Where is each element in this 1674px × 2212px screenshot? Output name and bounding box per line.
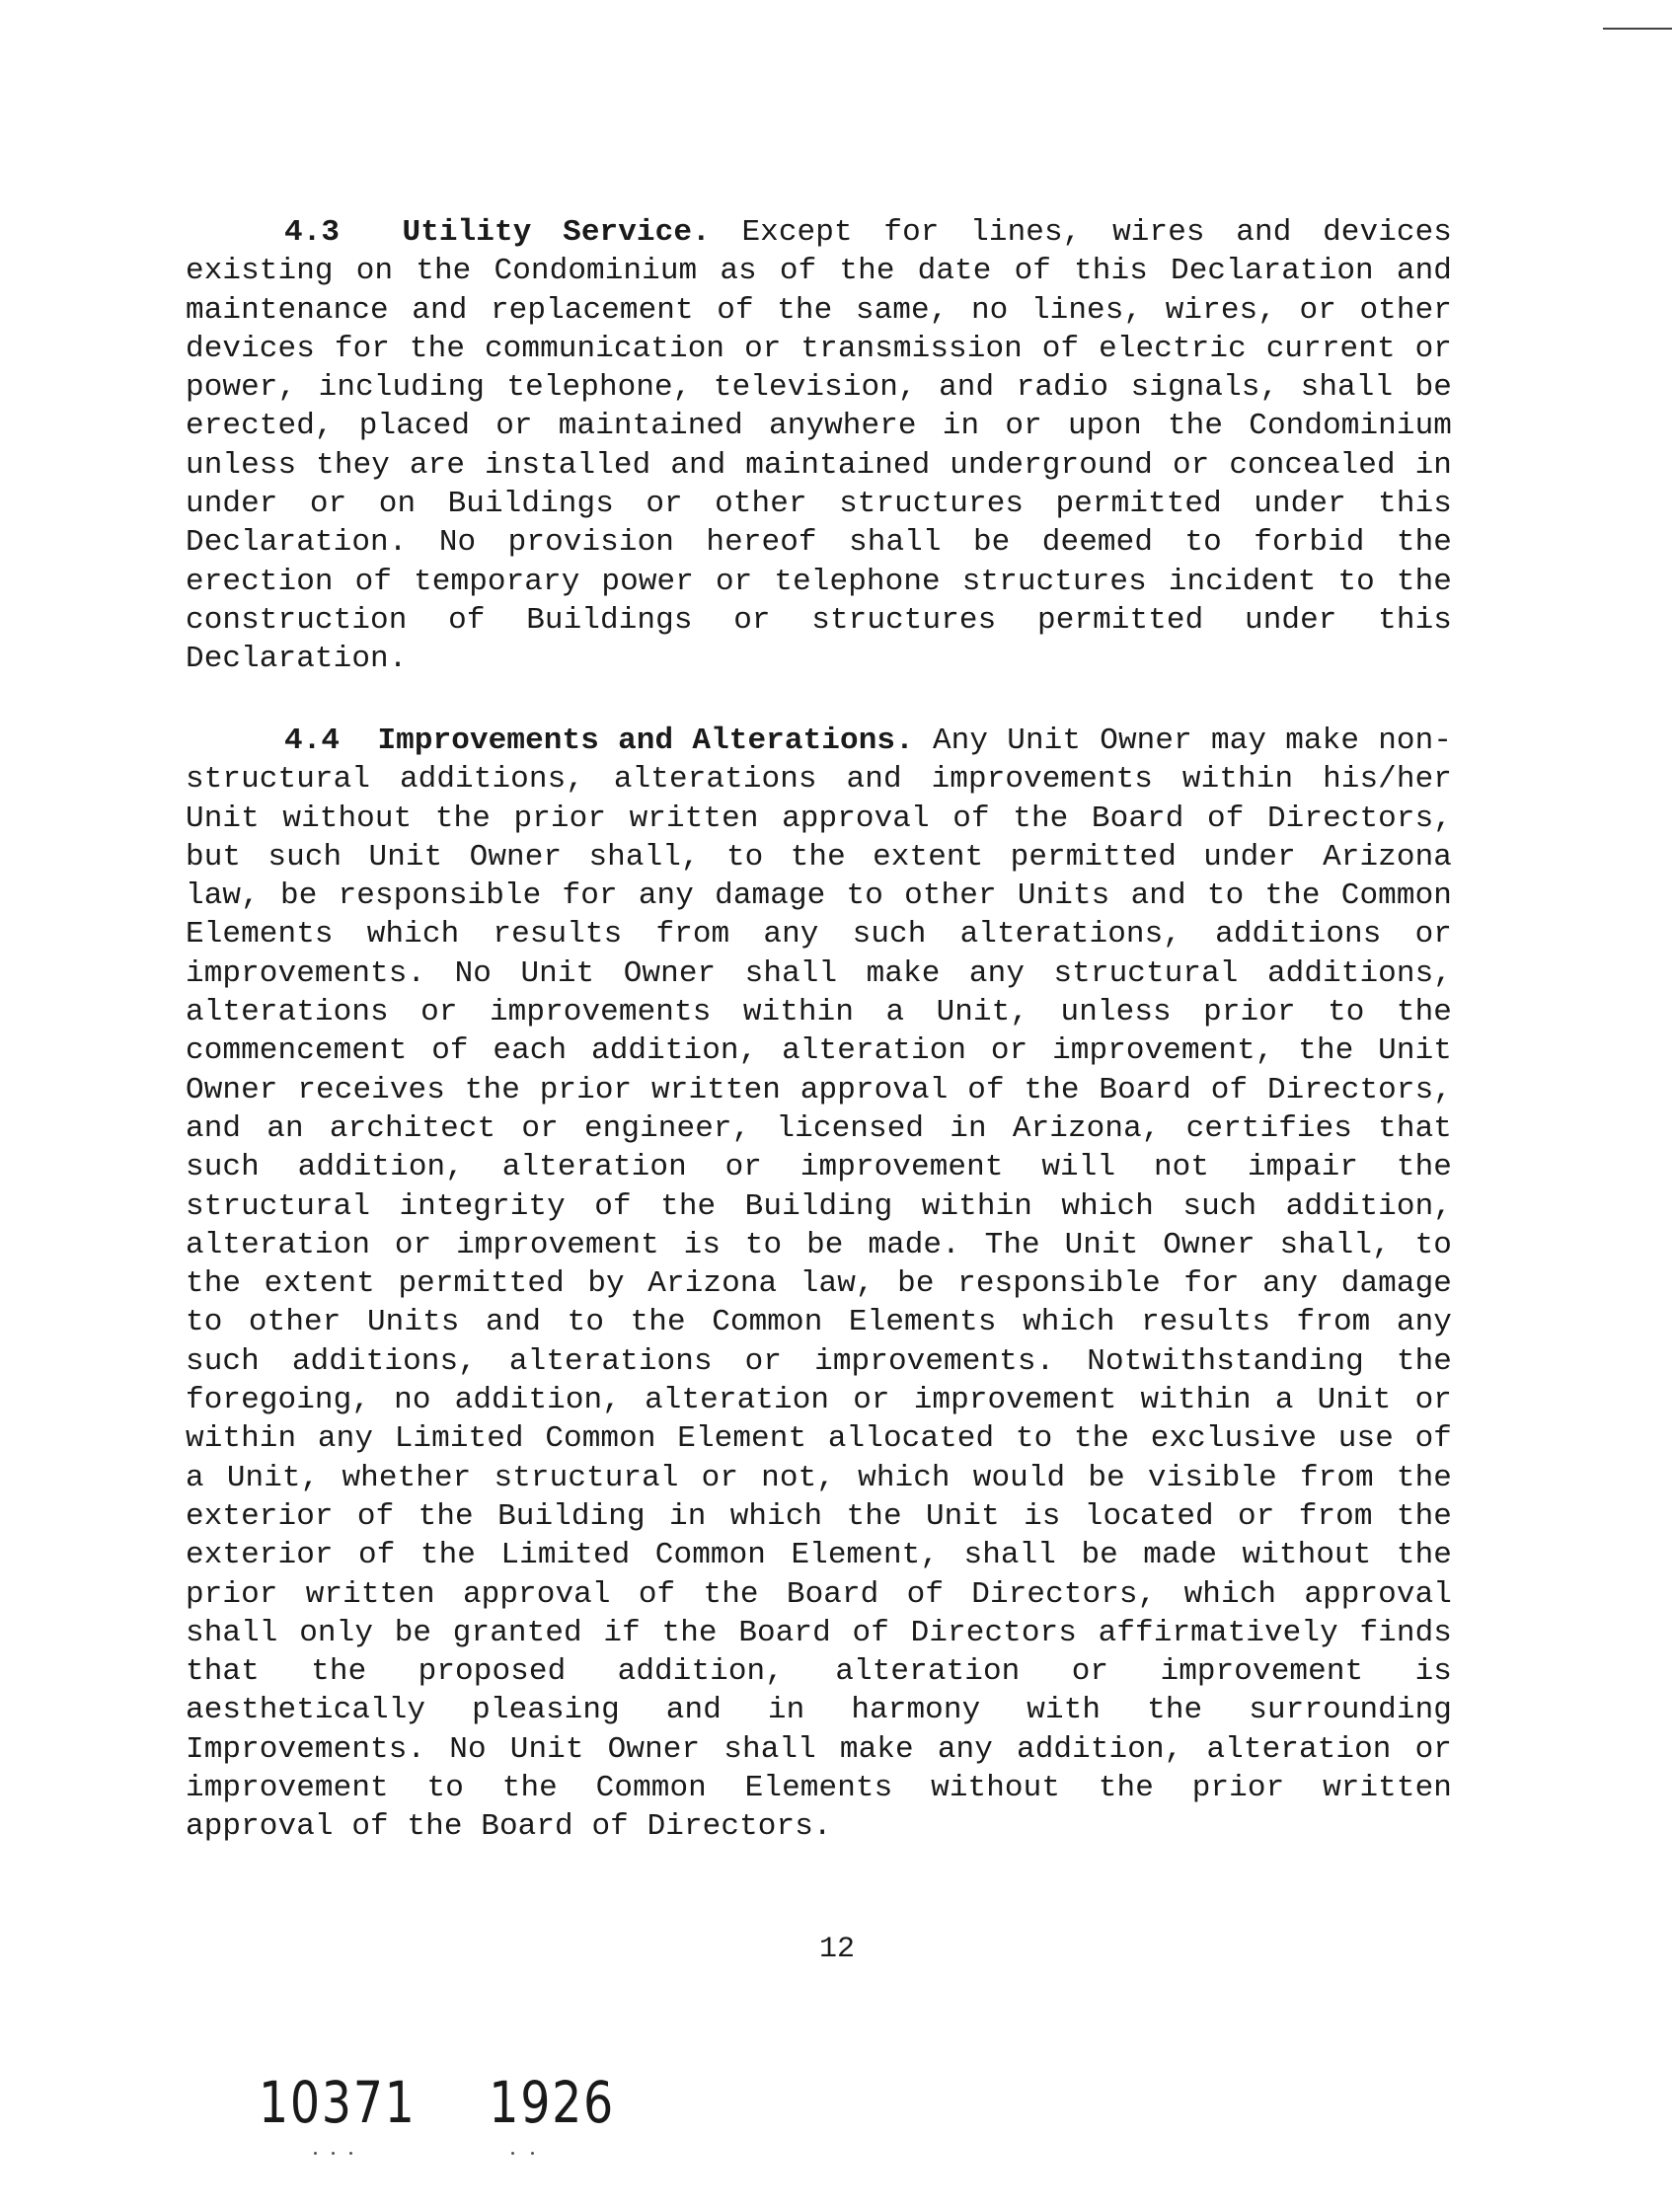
scan-speck <box>531 2152 534 2155</box>
page-number: 12 <box>818 1933 855 1966</box>
section-body: Except for lines, wires and devices existing on the Condominium as of the date of this Declaration and maintenance and replacement of the same, no lines, wires, or other devices for the communication or transmission of electric current or power, including telephone, television, and radio signals, shall be erected, placed or maintained anywhere in or upon the Condominium unless they are installed and maintained underground or concealed in under or on Buildings or other structures permitted under this Declaration. No provision hereof shall be deemed to forbid the erection of temporary power or telephone structures incident to the construction of Buildings or structures permitted under this Declaration. <box>186 215 1453 677</box>
section-heading: Improvements and Alterations. <box>377 724 914 758</box>
stamp-page-number: 1926 <box>489 2069 615 2136</box>
section-body: Any Unit Owner may make non-structural additions, alterations and improvements within his/her Unit without the prior written approval of the Board of Directors, but such Unit Owner shall, to the extent permitted under Arizona law, be responsible for any damage to other Units and to the Common Elements which results from any such alterations, additions or improvements. No Unit Owner shall make any structural additions, alterations or improvements within a Unit, unless prior to the commencement of each addition, alteration or improvement, the Unit Owner receives the prior written approval of the Board of Directors, and an architect or engineer, licensed in Arizona, certifies that such addition, alteration or improvement will not impair the structural integrity of the Building within which such addition, alteration or improvement is to be made. The Unit Owner shall, to the extent permitted by Arizona law, be responsible for any damage to other Units and to the Common Elements which results from any such additions, alterations or improvements. Notwithstanding the foregoing, no addition, alteration or improvement within a Unit or within any Limited Common Element allocated to the exclusive use of a Unit, whether structural or not, which would be visible from the exterior of the Building in which the Unit is located or from the exterior of the Limited Common Element, shall be made without the prior written approval of the Board of Directors, which approval shall only be granted if the Board of Directors affirmatively finds that the proposed addition, alteration or improvement is aesthetically pleasing and in harmony with the surrounding Improvements. No Unit Owner shall make any addition, alteration or improvement to the Common Elements without the prior written approval of the Board of Directors. <box>186 724 1453 1845</box>
section-4-3 <box>186 213 1452 679</box>
section-4-4 <box>186 722 1452 1847</box>
scan-speck <box>511 2152 514 2155</box>
scan-speck <box>314 2152 317 2155</box>
section-number: 4.4 <box>284 724 341 758</box>
section-number: 4.3 <box>284 215 341 250</box>
stamp-book-number: 10371 <box>259 2069 417 2136</box>
scan-speck <box>332 2152 335 2155</box>
corner-rule <box>1603 28 1672 30</box>
scan-speck <box>349 2152 352 2155</box>
section-heading: Utility Service. <box>402 215 711 250</box>
recording-stamp <box>259 2069 615 2136</box>
